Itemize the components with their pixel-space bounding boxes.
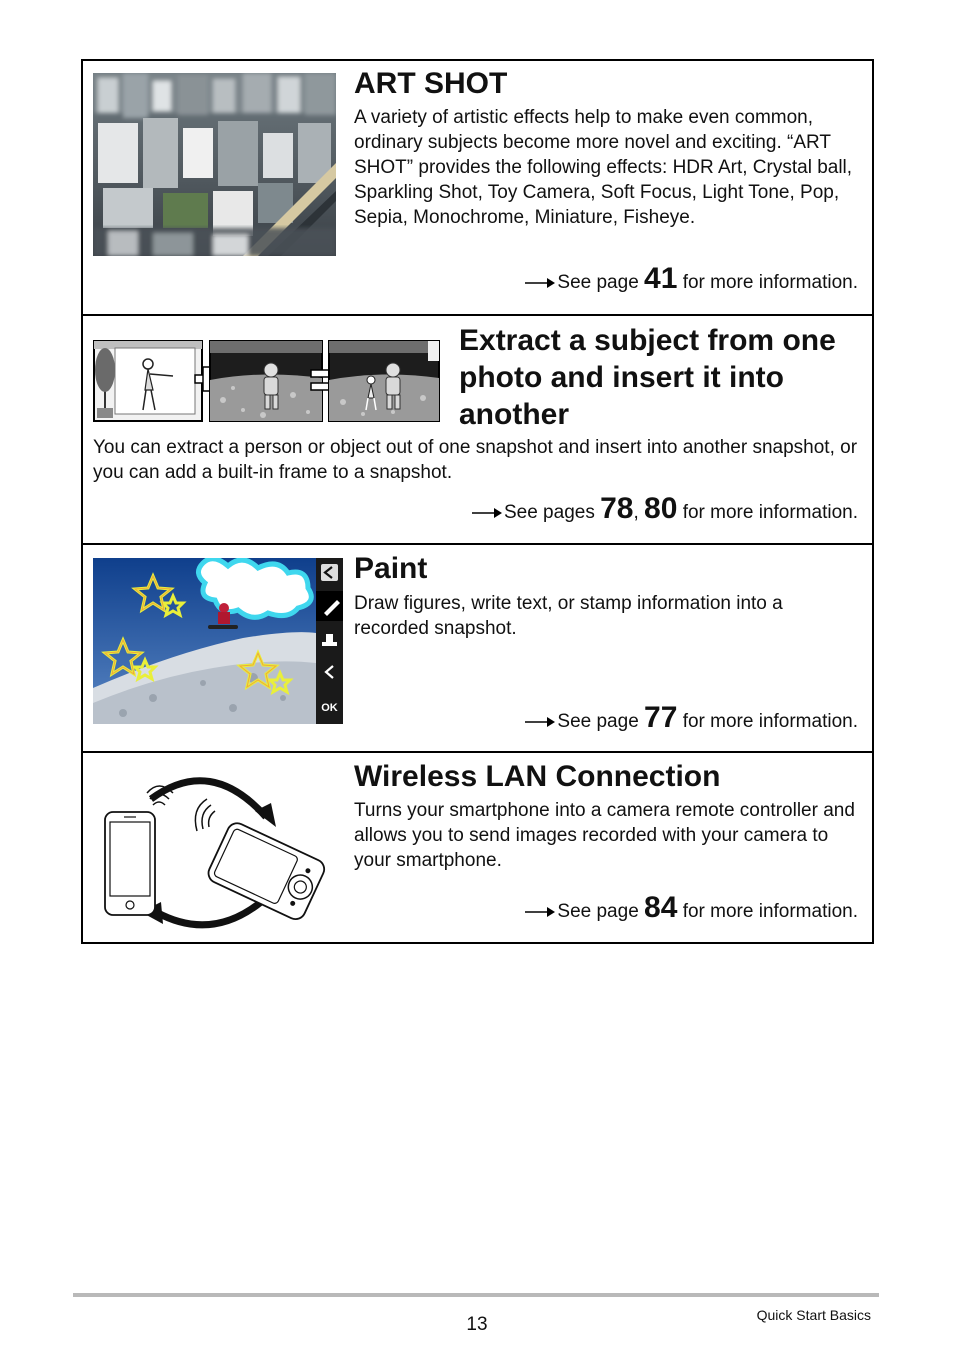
page-link-77[interactable]: 77 (644, 701, 678, 734)
ref-prefix: See page (557, 272, 639, 293)
extract-composite-illustration (93, 340, 440, 423)
arrow-right-icon (525, 906, 555, 918)
section-description: Draw figures, write text, or stamp information into a recorded snapshot. (354, 593, 783, 639)
arrow-right-icon (525, 277, 555, 289)
page-link-84[interactable]: 84 (644, 891, 678, 924)
section-title: Wireless LAN Connection (354, 760, 721, 793)
section-description: Turns your smartphone into a camera remote controller and allows you to send images recorded with your camera to your smartphone. (354, 800, 855, 871)
toolbar-ok-label: OK (321, 702, 338, 714)
chapter-label: Quick Start Basics (756, 1307, 871, 1323)
section-extract-subject (83, 318, 872, 545)
section-art-shot (83, 61, 872, 316)
page-link-78[interactable]: 78 (600, 492, 634, 525)
arrow-right-icon (472, 507, 502, 519)
ref-suffix: for more information. (682, 502, 858, 523)
ref-prefix: See pages (503, 502, 595, 523)
footer-rule (73, 1293, 879, 1297)
page-reference (525, 701, 858, 736)
ref-prefix: See page (557, 901, 639, 922)
ref-suffix: for more information. (682, 272, 858, 293)
wireless-lan-illustration (101, 767, 331, 929)
ref-suffix: for more information. (682, 711, 858, 732)
section-title: Extract a subject from one photo and insert it into another (459, 324, 836, 431)
section-wireless-lan (83, 755, 872, 942)
section-description: You can extract a person or object out of one snapshot and insert into another snapshot, or you can add a built-in frame to a snapshot. (93, 437, 858, 483)
page-link-80[interactable]: 80 (644, 492, 678, 525)
page-number: 13 (466, 1314, 488, 1335)
ref-suffix: for more information. (682, 901, 858, 922)
ref-prefix: See page (557, 711, 639, 732)
section-title: ART SHOT (354, 67, 508, 100)
section-paint (83, 547, 872, 753)
paint-snowboard-photo (93, 558, 343, 724)
page-reference (525, 891, 858, 926)
page-reference (472, 492, 858, 527)
arrow-right-icon (525, 716, 555, 728)
page-link-41[interactable]: 41 (644, 262, 678, 295)
section-title: Paint (354, 552, 428, 585)
section-description: A variety of artistic effects help to make even common, ordinary subjects become more novel and exciting. “ART SHOT” provides the following effects: HDR Art, Crystal ball, Sparkling Shot, Toy Camera, Soft Focus, Light Tone, Pop, Sepia, Monochrome, Miniature, Fisheye. (354, 107, 853, 228)
page-reference (525, 262, 858, 297)
art-shot-city-photo (93, 73, 336, 256)
feature-box (81, 59, 874, 944)
ref-separator: , (633, 502, 639, 523)
